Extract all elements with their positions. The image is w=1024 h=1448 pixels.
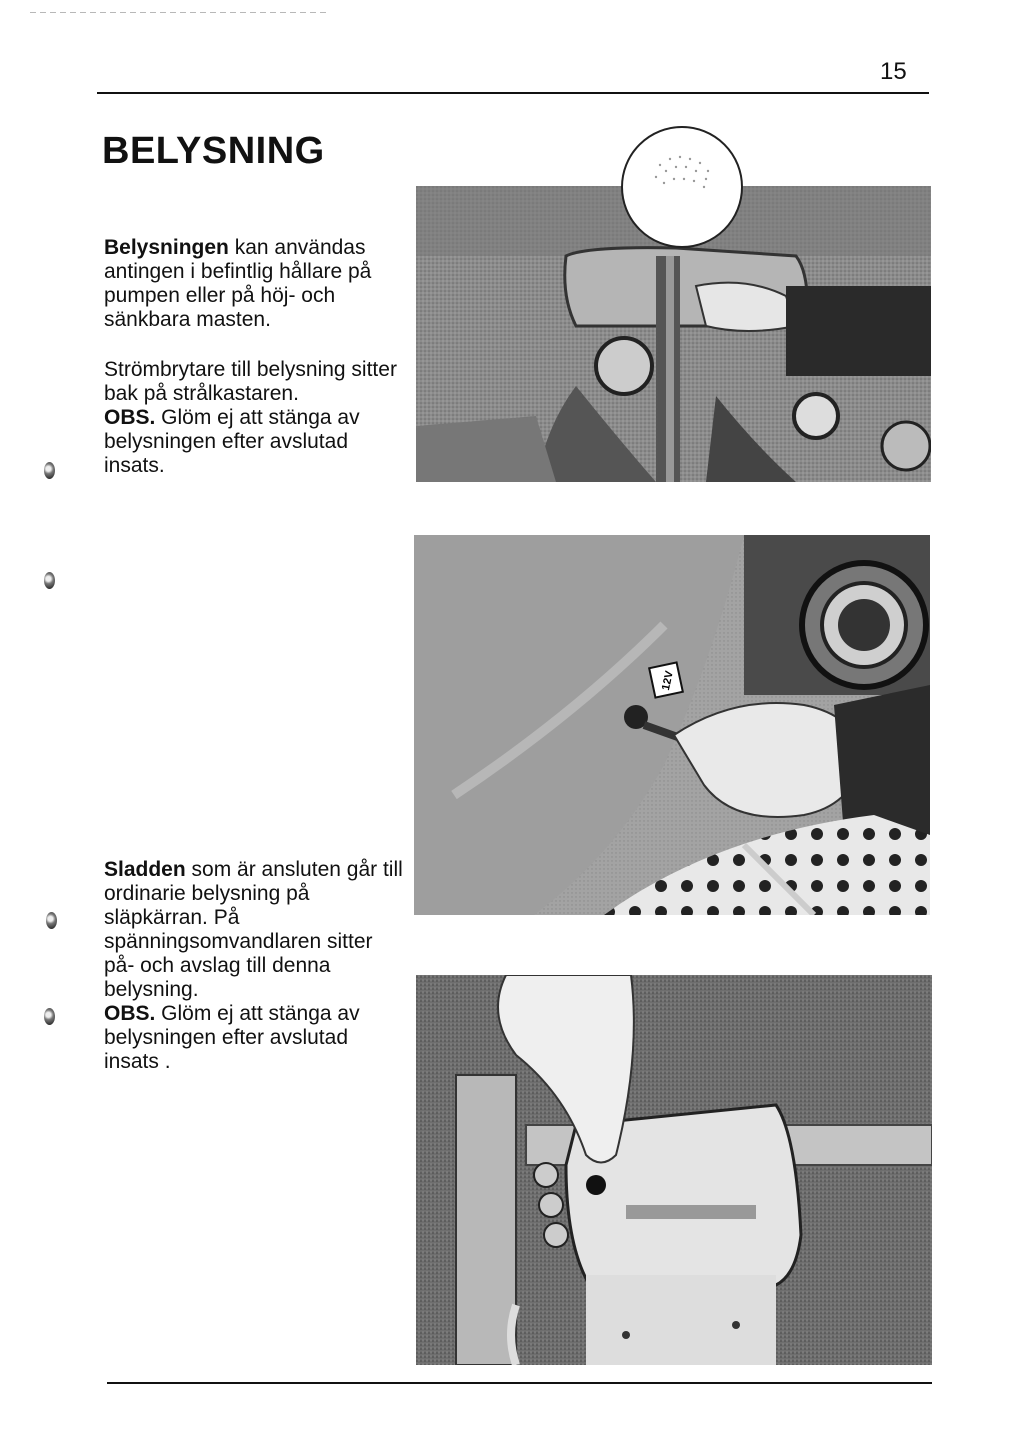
- photo-12v-socket: [414, 535, 930, 915]
- binder-hole: [44, 572, 55, 589]
- binder-hole: [46, 912, 57, 929]
- header-rule: [97, 92, 929, 94]
- socket-label: [649, 662, 683, 697]
- scan-artifact-line: [30, 12, 330, 13]
- paragraph-body: kan användas antingen i befintlig hållare på pumpen eller på höj- och sänkbara masten.: [104, 236, 372, 331]
- page-number: 15: [880, 58, 907, 85]
- obs-label: OBS.: [104, 1002, 156, 1025]
- photo-voltage-converter: [416, 975, 932, 1365]
- paragraph-body: Glöm ej att stänga av belysningen efter avslutad insats.: [104, 406, 360, 477]
- paragraph-body: Glöm ej att stänga av belysningen efter avslutad insats .: [104, 1002, 360, 1073]
- paragraph-cable: [104, 858, 404, 1074]
- paragraph-lead-word: Belysningen: [104, 236, 229, 259]
- binder-hole: [44, 1008, 55, 1025]
- paragraph-body: som är ansluten går till ordinarie belysning på släpkärran. På spänningsomvandlaren sitter på- och avslag till denna belysning.: [104, 858, 403, 1001]
- paragraph-lead-word: Sladden: [104, 858, 186, 881]
- floodlight-lamp: [620, 125, 744, 249]
- paragraph-switch-location: [104, 358, 404, 478]
- paragraph-body: Strömbrytare till belysning sitter bak på strålkastaren.: [104, 358, 397, 405]
- footer-rule: [107, 1382, 932, 1384]
- binder-hole: [44, 462, 55, 479]
- page-title: BELYSNING: [102, 130, 325, 172]
- svg-text:12V: 12V: [660, 669, 676, 692]
- obs-label: OBS.: [104, 406, 156, 429]
- paragraph-lighting-usage: [104, 236, 404, 332]
